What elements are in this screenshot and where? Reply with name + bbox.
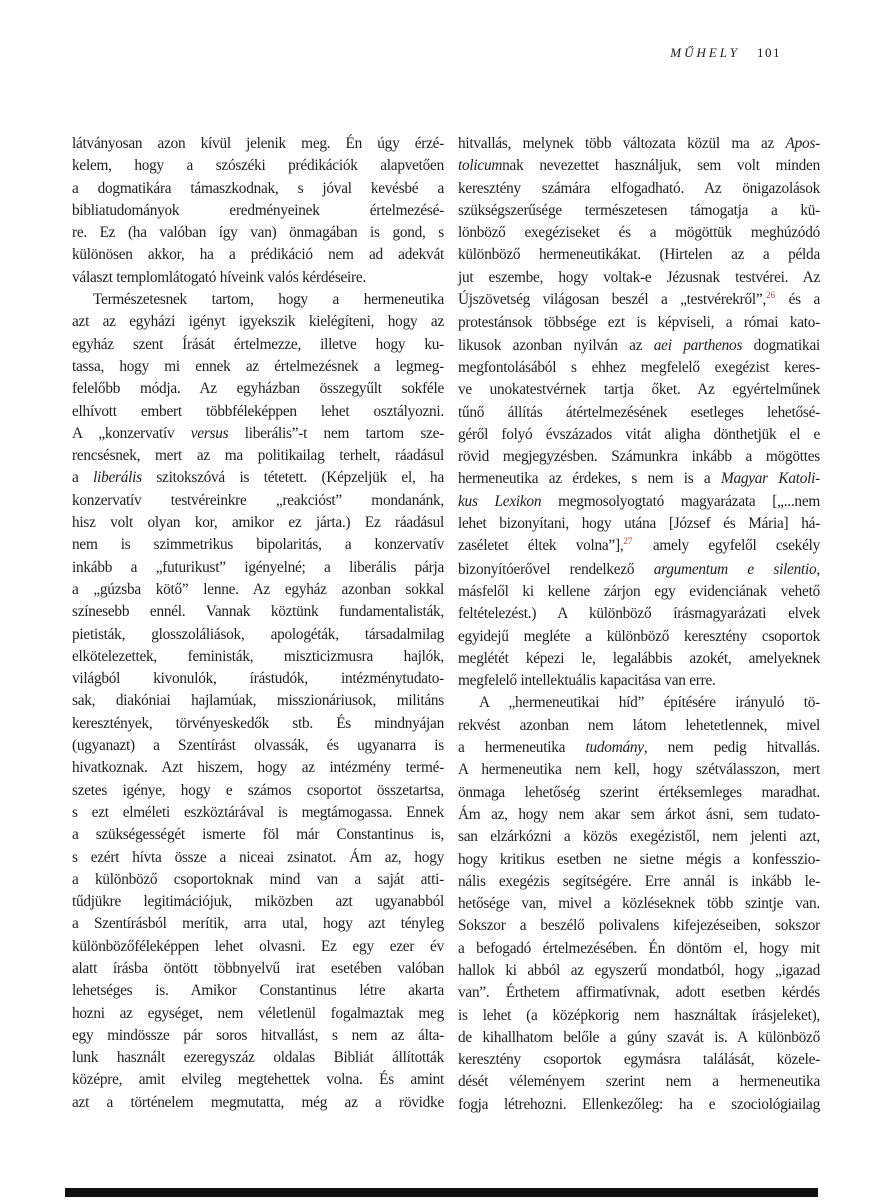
text-line: jut eszembe, hogy voltak-e Jézusnak testvérei. Az — [458, 268, 820, 286]
text-line: hivatkoznak. Azt hiszem, hogy az intézmény termé- — [72, 759, 444, 777]
text-line: keresztény csoportok egymásra találását, közele- — [458, 1051, 820, 1069]
text-line: különböző hermeneutikákat. (Hirtelen az a példa — [458, 246, 820, 264]
footnote-ref: 27 — [623, 536, 633, 547]
running-header — [670, 45, 781, 61]
text-line: feltételezést.) A különböző írásmagyarázati elvek — [458, 605, 820, 623]
text-line: rencsésnek, mert az ma politikailag terhelt, ráadásul — [72, 447, 444, 465]
text-line: lehet bizonyítani, hogy utána [József és Mária] há- — [458, 515, 820, 533]
text-line: a Szentírásból merítik, arra utal, hogy azt tényleg — [72, 915, 444, 933]
text-line: hitvallás, melynek több változata közül ma az Apos- — [458, 135, 820, 152]
text-line: konzervatív testvéreinkre „reakcióst” mondanánk, — [72, 491, 444, 509]
text-line: világból kivonulók, írástudók, intézménytudato- — [72, 670, 444, 688]
text-line: különbözőféleképpen lehet olvasni. Ez egy ezer év — [72, 937, 444, 955]
text-line: színesebb ennél. Vannak köztünk fundamentalisták, — [72, 603, 444, 621]
text-line: tűnő állítás átértelmezésének esetleges lehetősé- — [458, 403, 820, 421]
footer-rule — [65, 1188, 818, 1197]
text-line: A hermeneutika nem kell, hogy szétválasszon, mert — [458, 761, 820, 779]
text-line: ve unokatestvérnek tartja őket. Az egyértelműnek — [458, 381, 820, 399]
text-line: szükségszerűsége természetesen támogatja a kü- — [458, 201, 820, 219]
text-line: egyidejű megléte a különböző keresztény csoportok — [458, 627, 820, 645]
text-line: is lehet (a középkorig nem használtak írásjeleket), — [458, 1006, 820, 1024]
text-line: a szükségességét ismerte föl már Constantinus is, — [72, 826, 444, 844]
text-line: a különböző csoportoknak mind van a saját atti- — [72, 870, 444, 888]
text-line: (ugyanazt) a Szentírást olvassák, és ugyanarra is — [72, 737, 444, 755]
text-line: kus Lexikon megmosolyogtató magyarázata [„...nem — [458, 492, 821, 510]
text-line: van”. Érthetem affirmatívnak, adott esetben kérdés — [458, 984, 820, 1002]
text-line: hisz volt olyan kor, amikor ez járta.) Ez ráadásul — [72, 514, 444, 532]
text-line: a dogmatikára támaszkodnak, s jóval kevésbé a — [72, 179, 444, 197]
text-line: különösen akkor, ha a prédikáció nem ad adekvát — [72, 246, 444, 264]
text-line: Természetesnek tartom, hogy a hermeneutika — [93, 291, 444, 309]
text-line: zaséletet éltek volna”],$^{27}$ amely egyfelől csekély — [458, 536, 821, 555]
text-line: elhívott embert többféleképpen lehet osztályozni. — [72, 402, 444, 420]
text-line: A „konzervatív versus liberális”-t nem tartom sze- — [72, 424, 444, 442]
text-line: azt az egyházi igényt igyekszik kielégíteni, hogy az — [72, 313, 444, 331]
text-line: s ezt elméleti eszköztárával is megtámogassa. Ennek — [72, 803, 444, 821]
text-line: egy mindössze pár soros hitvallást, s nem az álta- — [72, 1026, 444, 1044]
text-line: lönböző exegéziseket és a mögöttük meghúzódó — [458, 224, 820, 242]
text-line: pietisták, glosszoláliások, apologéták, társadalmilag — [72, 625, 444, 643]
text-line: azt a történelem megmutatta, még az a rövidke — [72, 1093, 444, 1111]
text-line: a hermeneutika tudomány, nem pedig hitvallás. — [458, 739, 820, 757]
text-line: a befogadó értelmezésében. Én döntöm el, hogy mit — [458, 939, 820, 957]
text-line: egyház szent Írását értelmezze, illetve hogy ku- — [72, 335, 444, 353]
text-line: protestánsok többsége ezt is képviseli, a római kato- — [458, 314, 820, 332]
text-line: bibliatudományok eredményeinek értelmezésé- — [72, 201, 444, 219]
text-line: hogy kritikus esetben ne sietne mégis a konfesszio- — [458, 850, 820, 868]
text-line: választ templomlátogató híveink valós kérdéseire. — [72, 268, 367, 286]
text-line: nális exegézis segítségére. Erre annál is inkább le- — [458, 872, 820, 890]
text-line: rövid megjegyzésben. Számunkra inkább a mögöttes — [458, 448, 820, 466]
text-line: hallok ki abból az egyszerű mondatból, hogy „igazad — [458, 961, 820, 979]
text-line: alatt írásba öntött többnyelvű irat esetében valóban — [72, 959, 444, 977]
text-line: géről folyó évszázados vitát aligha dönthetjük el e — [458, 425, 820, 443]
text-line: látványosan azon kívül jelenik meg. Én úgy érzé- — [72, 135, 444, 152]
text-line: nem is szimmetrikus bipolaritás, a konzervatív — [72, 536, 444, 554]
text-line: re. Ez (ha valóban így van) önmagában is gond, s — [72, 224, 444, 242]
text-line: hermeneutika az érdekes, s nem is a Magyar Katoli- — [458, 470, 820, 488]
text-line: a „gúzsba kötő” lenne. Az egyház azonban sokkal — [72, 580, 444, 598]
text-line: másfelől ki kellene zárjon egy evidenciának vehető — [458, 582, 820, 600]
text-line: a liberális szitokszóvá is tétetett. (Képzeljük el, ha — [72, 469, 444, 487]
text-line: elkötelezettek, feministák, miszticizmusra hajlók, — [72, 647, 444, 665]
text-column-right — [458, 133, 820, 1116]
footnote-ref: 26 — [765, 290, 775, 301]
text-line: A „hermeneutikai híd” építésére irányuló tö- — [479, 694, 820, 712]
main-text — [72, 133, 820, 1116]
journal-title: MŰHELY — [670, 45, 740, 60]
text-line: szetes igénye, hogy e számos csoportot összetartsa, — [72, 781, 444, 799]
text-line: Sokszor a beszélő polivalens kifejezéseiben, sokszor — [458, 917, 820, 935]
text-line: rekvést azonban nem látom lehetetlennek, mivel — [458, 716, 820, 734]
text-line: hozni az egységet, nem véletlenül fogalmaztak meg — [72, 1004, 444, 1022]
text-line: fogja létrehozni. Ellenkezőleg: ha e szociológiailag — [458, 1095, 820, 1113]
text-line: kelem, hogy a szószéki prédikációk alapvetően — [72, 157, 444, 175]
text-line: inkább a „futurikust” igényelné; a liberális párja — [72, 558, 444, 576]
text-line: lunk használt ezeregyszáz oldalas Bibliát állították — [72, 1049, 444, 1067]
text-line: de kihallhatom belőle a gúny szavát is. A különböző — [458, 1028, 820, 1046]
text-line: felelőbb módja. Az egyházban összegyűlt sokféle — [72, 380, 444, 398]
text-line: középre, amit elvileg megtehettek volna. És amint — [72, 1071, 444, 1089]
text-line: Ám az, hogy nem akar sem árkot ásni, sem tudato- — [458, 805, 820, 823]
text-line: bizonyítóerővel rendelkező argumentum e silentio, — [458, 560, 820, 578]
text-line: lehetséges is. Amikor Constantinus létre akarta — [72, 982, 444, 1000]
text-line: sak, diakóniai hajlamúak, misszionáriusok, militáns — [72, 692, 444, 710]
text-line: keresztények, törvényeskedők stb. És mindnyájan — [72, 714, 444, 732]
text-line: tassa, hogy mi ennek az értelmezésnek a legmeg- — [72, 357, 444, 375]
text-line: megfelelő intellektuális kapacitása van erre. — [458, 672, 716, 690]
text-line: san elzárkózni a közös exegézistől, nem jelenti azt, — [458, 828, 820, 846]
text-column-left — [72, 133, 444, 1116]
text-line: Újszövetség világosan beszél a „testvérekről”,$^{26}$ és a — [458, 290, 820, 309]
text-line: dését véleményem szerint nem a hermeneutika — [458, 1073, 820, 1091]
text-line: meglétét képezi le, legalábbis azokét, amelyeknek — [458, 649, 820, 667]
page-number: 101 — [757, 45, 781, 60]
text-line: tűdjükre legitimációjuk, miközben azt ugyanabból — [72, 893, 444, 911]
text-line: megfontolásából s ehhez megfelelő exegézist keres- — [458, 358, 820, 376]
text-line: tolicumnak nevezettet használjuk, sem volt minden — [458, 157, 820, 175]
text-line: s ezért hívta össze a niceai zsinatot. Ám az, hogy — [72, 848, 444, 866]
text-line: keresztény számára elfogadható. Az önigazolások — [458, 179, 820, 197]
text-line: likusok azonban nyilván az aei parthenos dogmatikai — [458, 336, 820, 354]
text-line: hetősége van, mivel a közléseknek több szintje van. — [458, 895, 820, 913]
text-line: önmaga lehetőség szerint értéksemleges maradhat. — [458, 783, 820, 801]
